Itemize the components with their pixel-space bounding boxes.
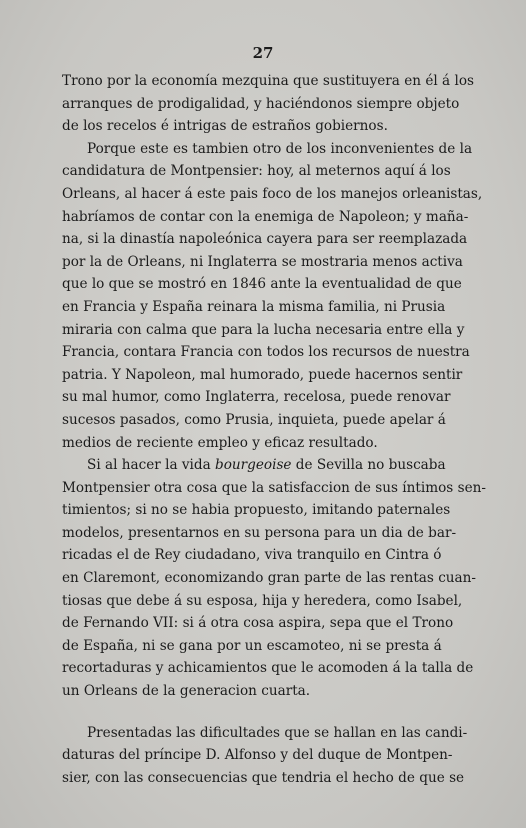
paragraph — [62, 722, 468, 790]
text-line: modelos, presentarnos en su persona para un dia de bar- — [62, 524, 457, 541]
text-line: sucesos pasados, como Prusia, inquieta, puede apelar á — [62, 411, 446, 428]
page-number: 27 — [252, 44, 274, 62]
text-line: en Francia y España reinara la misma familia, ni Prusia — [62, 298, 446, 315]
text-line: un Orleans de la generacion cuarta. — [62, 683, 311, 700]
text-line: Trono por la economía mezquina que sustituyera en él á los — [62, 73, 474, 89]
text-line: de los recelos é intrigas de estraños gobiernos. — [62, 118, 388, 135]
paragraph — [62, 454, 486, 703]
text-line: Orleans, al hacer á este pais foco de los manejos orleanistas, — [62, 185, 483, 202]
text-line: timientos; si no se habia propuesto, imitando paternales — [62, 502, 451, 519]
text-line: candidatura de Montpensier: hoy, al meternos aquí á los — [62, 163, 451, 180]
text-line: Montpensier otra cosa que la satisfaccion de sus íntimos sen- — [62, 479, 486, 496]
text-line: por la de Orleans, ni Inglaterra se mostraria menos activa — [62, 253, 463, 270]
text-line: su mal humor, como Inglaterra, recelosa, puede renovar — [62, 389, 451, 406]
text-line: recortaduras y achicamientos que le acomoden á la talla de — [62, 660, 474, 677]
text-line: na, si la dinastía napoleónica cayera para ser reemplazada — [62, 231, 468, 248]
paragraph — [62, 138, 483, 454]
text-line: de Fernando VII: si á otra cosa aspira, sepa que el Trono — [62, 615, 454, 632]
body-text — [62, 70, 486, 789]
text-line: habríamos de contar con la enemiga de Napoleon; y maña- — [62, 208, 469, 225]
text-line: Presentadas las dificultades que se hallan en las candi- — [87, 724, 468, 741]
text-line: sier, con las consecuencias que tendria el hecho de que se — [62, 769, 465, 786]
text-line: ricadas el de Rey ciudadano, viva tranquilo en Cintra ó — [62, 547, 442, 564]
section-gap — [62, 703, 436, 722]
text-line: arranques de prodigalidad, y haciéndonos siempre objeto — [62, 95, 460, 112]
paragraph — [62, 70, 474, 138]
text-line: que lo que se mostró en 1846 ante la eventualidad de que — [62, 276, 462, 293]
text-line: miraria con calma que para la lucha necesaria entre ella y — [62, 321, 465, 338]
text-line: tiosas que debe á su esposa, hija y heredera, como Isabel, — [62, 592, 463, 609]
text-line: medios de reciente empleo y eficaz resultado. — [62, 434, 378, 451]
text-line: patria. Y Napoleon, mal humorado, puede hacernos sentir — [62, 366, 463, 383]
text-line: Porque este es tambien otro de los inconvenientes de la — [87, 140, 473, 157]
text-line: de España, ni se gana por un escamoteo, ni se presta á — [62, 637, 442, 654]
text-line: Si al hacer la vida bourgeoise de Sevilla no buscaba — [87, 457, 446, 474]
text-line: daturas del príncipe D. Alfonso y del duque de Montpen- — [62, 747, 453, 764]
text-line: Francia, contara Francia con todos los recursos de nuestra — [62, 344, 470, 361]
text-line: en Claremont, economizando gran parte de las rentas cuan- — [62, 570, 477, 587]
